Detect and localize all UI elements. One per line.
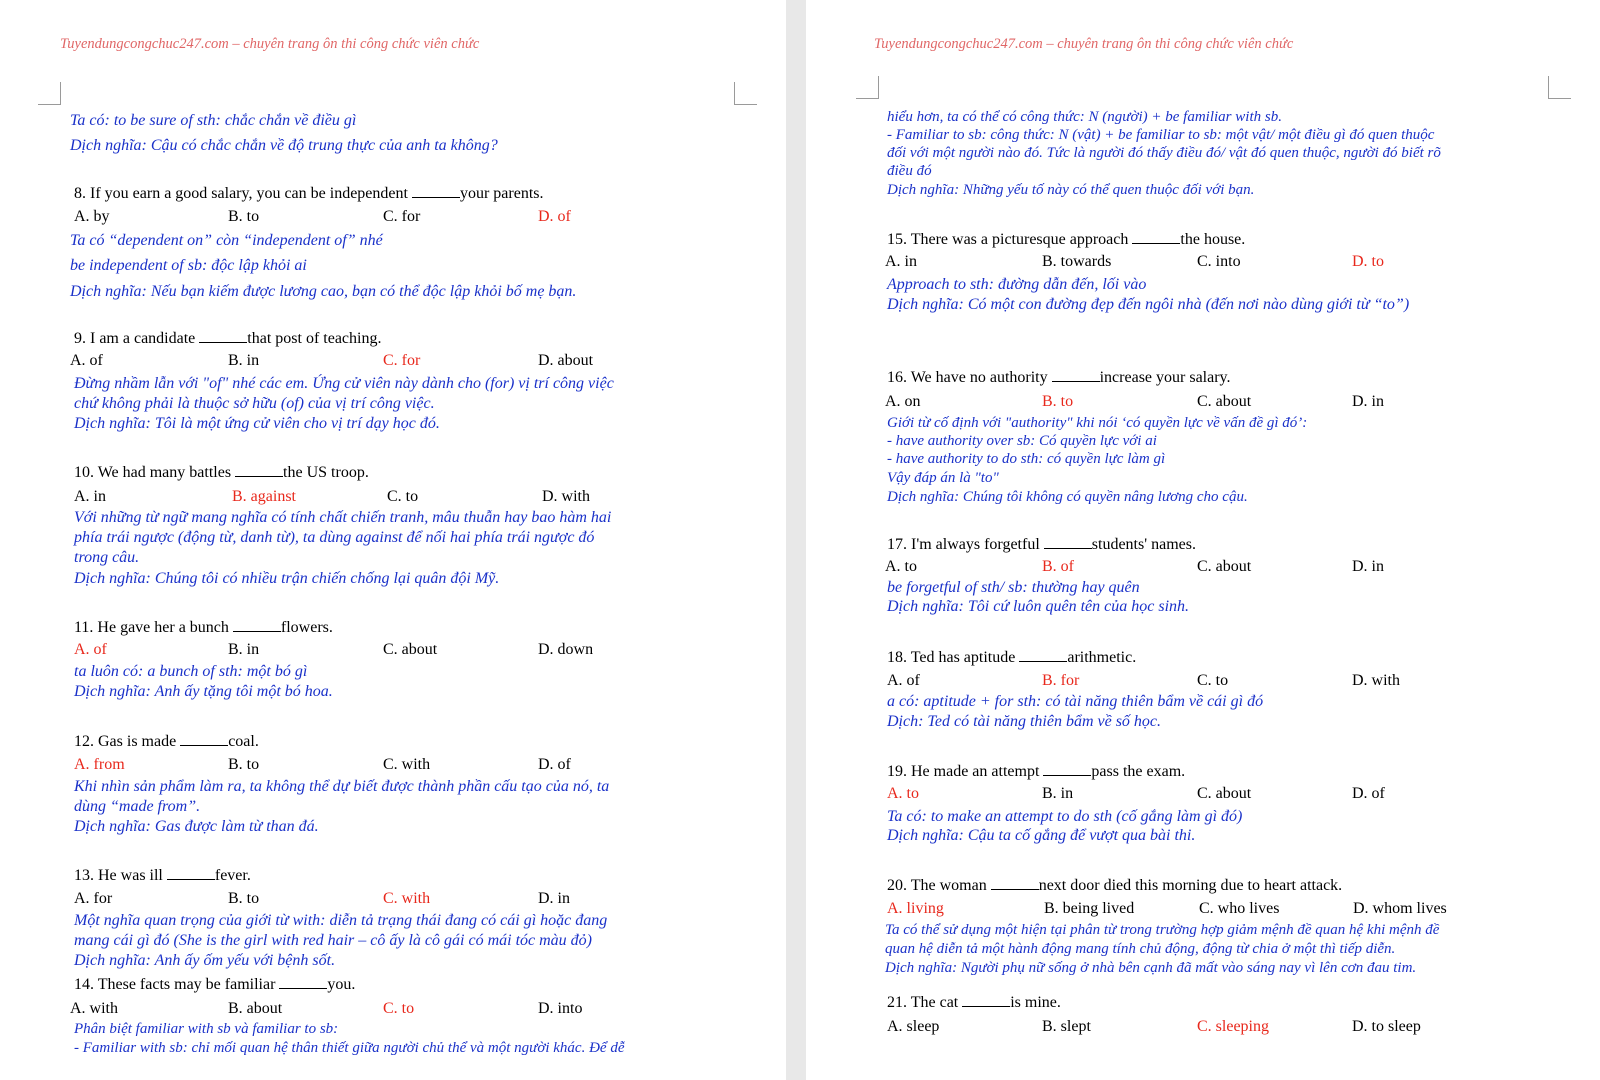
explanation-line: - have authority to do sth: có quyền lực làm gì	[887, 451, 1166, 467]
correct-option: D. to	[1352, 253, 1384, 270]
option-c: C. to	[1197, 672, 1229, 689]
option-c: C. about	[1197, 393, 1252, 410]
explanation-line: Dịch nghĩa: Cậu ta cố gắng để vượt qua bài thi.	[887, 827, 1196, 844]
answer-blank	[1043, 762, 1091, 776]
option-c: C. into	[1197, 253, 1241, 270]
option-a: A. on	[885, 393, 921, 410]
option-d: D. into	[538, 1000, 583, 1017]
explanation-line: đối với một người nào đó. Tức là người đó thấy điều đó/ vật đó quen thuộc, người đó biết rõ	[887, 145, 1441, 161]
answer-blank	[235, 463, 283, 477]
option-d: D. in	[1352, 558, 1384, 575]
explanation-line: - Familiar with sb: chỉ mối quan hệ thân thiết giữa người chủ thể và một người khác. Để dễ	[74, 1040, 625, 1056]
answer-blank	[991, 876, 1039, 890]
option-b: B. in	[228, 352, 260, 369]
answer-blank	[1044, 535, 1092, 549]
option-a: A. sleep	[887, 1018, 940, 1035]
correct-option: C. for	[383, 352, 421, 369]
page-header: Tuyendungcongchuc247.com – chuyên trang ôn thi công chức viên chức	[60, 36, 480, 52]
answer-blank	[1132, 230, 1180, 244]
option-d: D. in	[1352, 393, 1384, 410]
question-13: 13. He was ill fever.	[74, 867, 251, 884]
question-8: 8. If you earn a good salary, you can be independent your parents.	[74, 185, 544, 202]
correct-option: A. living	[887, 900, 944, 917]
correct-option: A. of	[74, 641, 107, 658]
explanation-line: Dịch nghĩa: Chúng tôi không có quyền nâng lương cho cậu.	[887, 489, 1248, 505]
explanation-line: dùng “made from”.	[74, 798, 201, 815]
margin-corner-mark	[856, 76, 879, 99]
explanation-line: Dịch: Ted có tài năng thiên bẩm về số học.	[887, 713, 1162, 730]
option-a: A. in	[885, 253, 917, 270]
question-11: 11. He gave her a bunch flowers.	[74, 619, 333, 636]
explanation-line: phía trái ngược (động từ, danh từ), ta dùng against để nối hai phía trái ngược đó	[74, 529, 595, 546]
explanation-line: quan hệ diễn tả một hành động mang tính chủ động, động từ chia ở một thì tiếp diễn.	[885, 941, 1396, 957]
document-page-right	[806, 0, 1600, 1080]
option-d: D. in	[538, 890, 570, 907]
correct-option: D. of	[538, 208, 571, 225]
explanation-line: Dịch nghĩa: Những yếu tố này có thể quen thuộc đối với bạn.	[887, 182, 1255, 198]
explanation-line: Vậy đáp án là "to"	[887, 470, 999, 486]
explanation-line: Dịch nghĩa: Nếu bạn kiếm được lương cao, bạn có thể độc lập khỏi bố mẹ bạn.	[70, 283, 577, 300]
answer-blank	[1052, 368, 1100, 382]
question-18: 18. Ted has aptitude arithmetic.	[887, 649, 1137, 666]
option-b: B. in	[1042, 785, 1074, 802]
option-c: C. to	[387, 488, 419, 505]
explanation-line: Giới từ cố định với "authority" khi nói ‘có quyền lực về vấn đề gì đó’:	[887, 415, 1308, 431]
explanation-line: Với những từ ngữ mang nghĩa có tính chất chiến tranh, mâu thuẫn hay bao hàm hai	[74, 509, 612, 526]
answer-blank	[279, 975, 327, 989]
correct-option: C. to	[383, 1000, 415, 1017]
option-a: A. by	[74, 208, 110, 225]
correct-option: A. to	[887, 785, 919, 802]
explanation-line: Dịch nghĩa: Tôi là một ứng cử viên cho vị trí dạy học đó.	[74, 415, 440, 432]
option-d: D. of	[1352, 785, 1385, 802]
option-b: B. about	[228, 1000, 283, 1017]
option-a: A. for	[74, 890, 113, 907]
option-d: D. down	[538, 641, 594, 658]
answer-blank	[199, 329, 247, 343]
margin-corner-mark	[38, 82, 61, 105]
question-9: 9. I am a candidate that post of teaching.	[74, 330, 382, 347]
explanation-line: Ta có thể sử dụng một hiện tại phân từ trong trường hợp giảm mệnh đề quan hệ khi mệnh đề	[885, 922, 1440, 938]
option-d: D. whom lives	[1353, 900, 1447, 917]
correct-option: B. for	[1042, 672, 1080, 689]
correct-option: C. sleeping	[1197, 1018, 1269, 1035]
explanation-line: - Familiar to sb: công thức: N (vật) + be familiar to sb: một vật/ một điều gì đó quen thuộc	[887, 127, 1435, 143]
option-b: B. to	[228, 208, 260, 225]
explanation-line: a có: aptitude + for sth: có tài năng thiên bẩm về cái gì đó	[887, 693, 1264, 710]
explanation-line: Ta có: to make an attempt to do sth (cố gắng làm gì đó)	[887, 808, 1243, 825]
margin-corner-mark	[734, 82, 757, 105]
explanation-line: Dịch nghĩa: Chúng tôi có nhiều trận chiến chống lại quân đội Mỹ.	[74, 570, 500, 587]
option-c: C. about	[1197, 785, 1252, 802]
question-17: 17. I'm always forgetful students' names.	[887, 536, 1196, 553]
question-10: 10. We had many battles the US troop.	[74, 464, 369, 481]
answer-blank	[180, 732, 228, 746]
correct-option: C. with	[383, 890, 431, 907]
answer-blank	[412, 184, 460, 198]
option-c: C. about	[383, 641, 438, 658]
question-19: 19. He made an attempt pass the exam.	[887, 763, 1186, 780]
correct-option: B. to	[1042, 393, 1074, 410]
explanation-line: Dịch nghĩa: Anh ấy ốm yếu với bệnh sốt.	[74, 952, 336, 969]
explanation-line: trong câu.	[74, 549, 140, 566]
explanation-line: Approach to sth: đường dẫn đến, lối vào	[887, 276, 1147, 293]
explanation-line: ta luôn có: a bunch of sth: một bó gì	[74, 663, 308, 680]
answer-blank	[1019, 648, 1067, 662]
question-21: 21. The cat is mine.	[887, 994, 1061, 1011]
option-b: B. in	[228, 641, 260, 658]
answer-blank	[233, 618, 281, 632]
option-b: B. to	[228, 890, 260, 907]
option-a: A. with	[70, 1000, 118, 1017]
question-14: 14. These facts may be familiar you.	[74, 976, 356, 993]
question-20: 20. The woman next door died this morning due to heart attack.	[887, 877, 1343, 894]
explanation-line: be forgetful of sth/ sb: thường hay quên	[887, 579, 1140, 596]
option-c: C. with	[383, 756, 431, 773]
question-16: 16. We have no authority increase your salary.	[887, 369, 1231, 386]
explanation-line: Đừng nhầm lẫn với "of" nhé các em. Ứng cử viên này dành cho (for) vị trí công việc	[74, 375, 614, 392]
option-b: B. to	[228, 756, 260, 773]
question-12: 12. Gas is made coal.	[74, 733, 259, 750]
explanation-line: Dịch nghĩa: Có một con đường đẹp đến ngôi nhà (đến nơi nào dùng giới từ “to”)	[887, 296, 1410, 313]
explanation-line: Ta có: to be sure of sth: chắc chắn về điều gì	[70, 112, 357, 129]
option-c: C. for	[383, 208, 421, 225]
explanation-line: Một nghĩa quan trọng của giới từ with: diễn tả trạng thái đang có cái gì hoặc đang	[74, 912, 608, 929]
explanation-line: Dịch nghĩa: Gas được làm từ than đá.	[74, 818, 319, 835]
option-b: B. towards	[1042, 253, 1112, 270]
option-c: C. about	[1197, 558, 1252, 575]
explanation-line: mang cái gì đó (She is the girl with red hair – cô ấy là cô gái có mái tóc màu đỏ)	[74, 932, 593, 949]
correct-option: A. from	[74, 756, 125, 773]
page-header: Tuyendungcongchuc247.com – chuyên trang ôn thi công chức viên chức	[874, 36, 1294, 52]
explanation-line: Dịch nghĩa: Anh ấy tặng tôi một bó hoa.	[74, 683, 333, 700]
option-d: D. to sleep	[1352, 1018, 1421, 1035]
explanation-line: - have authority over sb: Có quyền lực với ai	[887, 433, 1157, 449]
option-d: D. with	[1352, 672, 1400, 689]
explanation-line: Phân biệt familiar with sb và familiar to sb:	[74, 1021, 339, 1037]
margin-corner-mark	[1548, 76, 1571, 99]
question-15: 15. There was a picturesque approach the house.	[887, 231, 1246, 248]
option-b: B. being lived	[1044, 900, 1135, 917]
explanation-line: Dịch nghĩa: Tôi cứ luôn quên tên của học sinh.	[887, 598, 1190, 615]
answer-blank	[962, 993, 1010, 1007]
option-a: A. in	[74, 488, 106, 505]
option-c: C. who lives	[1199, 900, 1280, 917]
document-page-left	[0, 0, 786, 1080]
option-d: D. with	[542, 488, 590, 505]
explanation-line: be independent of sb: độc lập khỏi ai	[70, 257, 307, 274]
option-d: D. of	[538, 756, 571, 773]
answer-blank	[167, 866, 215, 880]
correct-option: B. of	[1042, 558, 1074, 575]
explanation-line: Ta có “dependent on” còn “independent of” nhé	[70, 232, 383, 249]
explanation-line: điều đó	[887, 163, 932, 179]
option-b: B. slept	[1042, 1018, 1091, 1035]
explanation-line: hiểu hơn, ta có thể có công thức: N (người) + be familiar with sb.	[887, 109, 1282, 125]
option-a: A. of	[887, 672, 920, 689]
option-d: D. about	[538, 352, 594, 369]
explanation-line: Khi nhìn sản phẩm làm ra, ta không thể dự biết được thành phần cấu tạo của nó, ta	[74, 778, 610, 795]
explanation-line: Dịch nghĩa: Người phụ nữ sống ở nhà bên cạnh đã mất vào sáng nay vì lên cơn đau tim.	[885, 960, 1417, 976]
option-a: A. to	[885, 558, 917, 575]
explanation-line: Dịch nghĩa: Cậu có chắc chắn về độ trung thực của anh ta không?	[70, 137, 498, 154]
explanation-line: chứ không phải là thuộc sở hữu (of) của vị trí công việc.	[74, 395, 435, 412]
correct-option: B. against	[232, 488, 296, 505]
option-a: A. of	[70, 352, 103, 369]
